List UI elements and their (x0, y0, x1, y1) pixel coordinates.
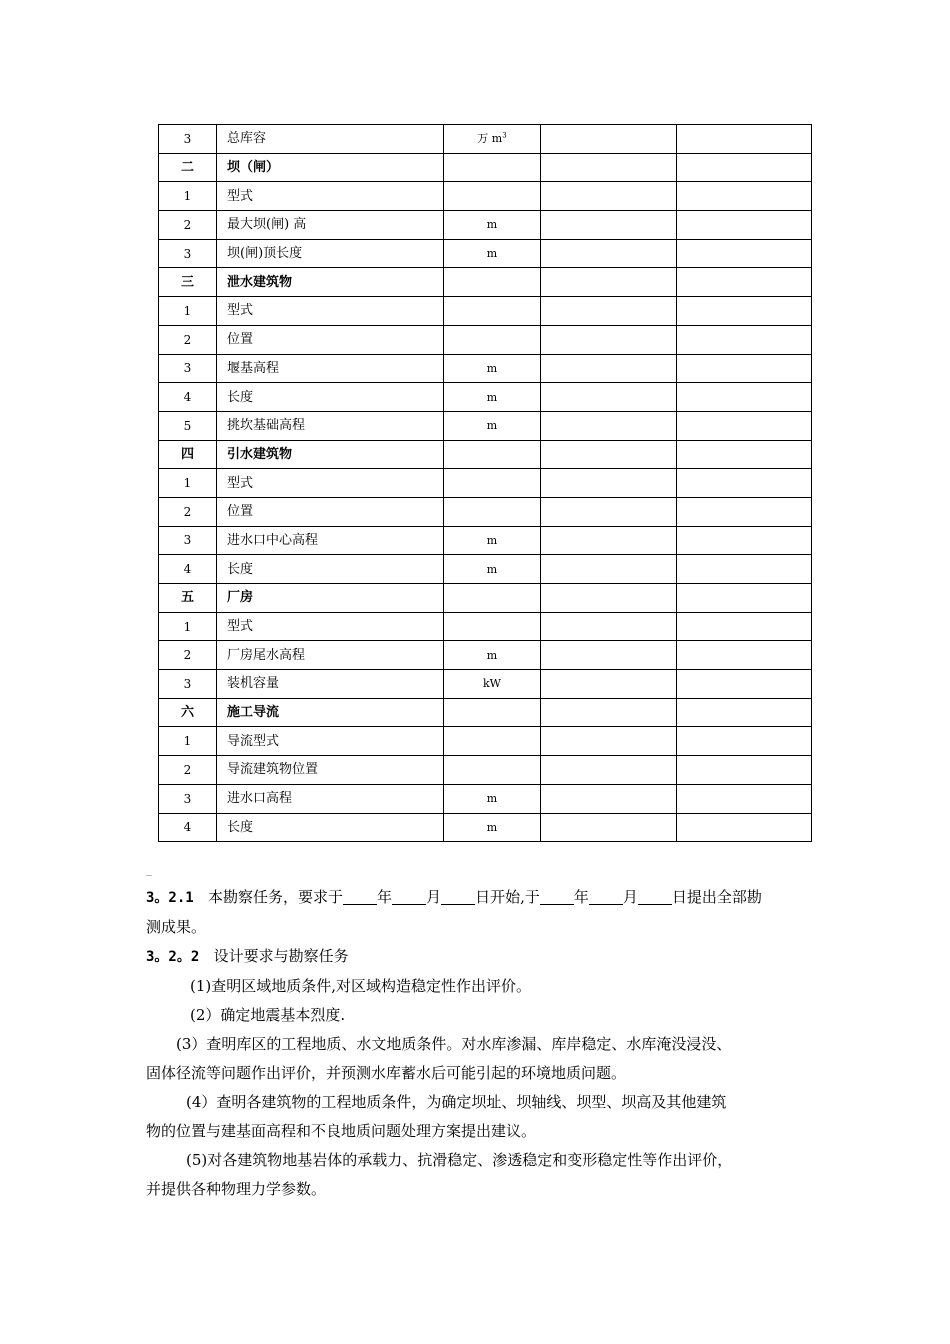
value-cell (541, 153, 677, 182)
value-cell (541, 440, 677, 469)
table-row (159, 239, 812, 268)
row-number-cell: 二 (159, 153, 217, 182)
item-name-cell: 位置 (217, 497, 444, 526)
item-name-cell: 导流型式 (217, 727, 444, 756)
text-year: 年 (377, 888, 393, 906)
table-row (159, 411, 812, 440)
remark-cell (677, 612, 812, 641)
remark-cell (677, 756, 812, 785)
item-name-cell: 最大坝(闸) 高 (217, 211, 444, 240)
text-year: 年 (573, 888, 589, 906)
engineering-parameters-table (158, 124, 812, 842)
remark-cell (677, 411, 812, 440)
table-row (159, 784, 812, 813)
row-number-cell: 四 (159, 440, 217, 469)
remark-cell (677, 641, 812, 670)
unit-cell (444, 440, 541, 469)
unit-cell (444, 153, 541, 182)
item-4-line1: (4）查明各建筑物的工程地质条件，为确定坝址、坝轴线、坝型、坝高及其他建筑 (186, 1093, 727, 1111)
remark-cell (677, 239, 812, 268)
unit-cell: m (444, 526, 541, 555)
row-number-cell: 5 (159, 411, 217, 440)
unit-text: 万 m (477, 132, 503, 146)
row-number-cell: 2 (159, 325, 217, 354)
remark-cell (677, 670, 812, 699)
margin-mark (146, 875, 152, 876)
unit-cell (444, 756, 541, 785)
remark-cell (677, 125, 812, 154)
unit-cell (444, 125, 541, 154)
item-name-cell: 施工导流 (217, 698, 444, 727)
unit-cell: m (444, 784, 541, 813)
item-name-cell: 进水口高程 (217, 784, 444, 813)
section-title: 设计要求与勘察任务 (213, 947, 349, 965)
row-number-cell: 3 (159, 784, 217, 813)
table-row (159, 325, 812, 354)
section-number: 3。2。2 (146, 949, 200, 965)
text-month: 月 (622, 888, 638, 906)
row-number-cell: 1 (159, 612, 217, 641)
table-row (159, 756, 812, 785)
item-name-cell: 坝(闸)顶长度 (217, 239, 444, 268)
value-cell (541, 354, 677, 383)
unit-cell: kW (444, 670, 541, 699)
item-name-cell: 导流建筑物位置 (217, 756, 444, 785)
unit-cell (444, 727, 541, 756)
table-row (159, 526, 812, 555)
remark-cell (677, 497, 812, 526)
table-row (159, 125, 812, 154)
item-name-cell: 坝（闸） (217, 153, 444, 182)
table-row (159, 354, 812, 383)
row-number-cell: 3 (159, 526, 217, 555)
remark-cell (677, 555, 812, 584)
remark-cell (677, 325, 812, 354)
section-number: 3。2.1 (146, 890, 194, 906)
value-cell (541, 784, 677, 813)
unit-cell (444, 268, 541, 297)
table-row (159, 612, 812, 641)
row-number-cell: 3 (159, 354, 217, 383)
unit-cell: m (444, 813, 541, 842)
item-name-cell: 引水建筑物 (217, 440, 444, 469)
value-cell (541, 182, 677, 211)
remark-cell (677, 182, 812, 211)
value-cell (541, 469, 677, 498)
unit-cell: m (444, 239, 541, 268)
value-cell (541, 325, 677, 354)
remark-cell (677, 268, 812, 297)
unit-cell (444, 612, 541, 641)
item-name-cell: 长度 (217, 383, 444, 412)
item-5-line2: 并提供各种物理力学参数。 (146, 1180, 327, 1198)
text-month: 月 (426, 888, 442, 906)
unit-superscript: 3 (502, 131, 507, 140)
table-section-row (159, 440, 812, 469)
row-number-cell: 1 (159, 469, 217, 498)
survey-text-block (146, 883, 810, 1204)
value-cell (541, 555, 677, 584)
item-3-line2: 固体径流等问题作出评价，并预测水库蓄水后可能引起的环境地质问题。 (146, 1064, 627, 1082)
table-row (159, 641, 812, 670)
item-name-cell: 型式 (217, 297, 444, 326)
item-2: (2）确定地震基本烈度. (190, 1006, 346, 1024)
remark-cell (677, 440, 812, 469)
section-3-2-2-heading (146, 942, 810, 972)
value-cell (541, 612, 677, 641)
item-name-cell: 型式 (217, 469, 444, 498)
row-number-cell: 3 (159, 125, 217, 154)
item-name-cell: 进水口中心高程 (217, 526, 444, 555)
item-name-cell: 位置 (217, 325, 444, 354)
item-name-cell: 挑坎基础高程 (217, 411, 444, 440)
item-name-cell: 厂房尾水高程 (217, 641, 444, 670)
blank-field-year-start[interactable] (343, 886, 377, 905)
unit-cell (444, 297, 541, 326)
table-row (159, 670, 812, 699)
value-cell (541, 383, 677, 412)
item-name-cell: 型式 (217, 182, 444, 211)
row-number-cell: 2 (159, 211, 217, 240)
table-row (159, 469, 812, 498)
table-row (159, 297, 812, 326)
table-row (159, 211, 812, 240)
value-cell (541, 497, 677, 526)
remark-cell (677, 297, 812, 326)
unit-cell: m (444, 383, 541, 412)
item-name-cell: 型式 (217, 612, 444, 641)
remark-cell (677, 469, 812, 498)
remark-cell (677, 584, 812, 613)
row-number-cell: 4 (159, 555, 217, 584)
row-number-cell: 1 (159, 182, 217, 211)
row-number-cell: 六 (159, 698, 217, 727)
table-section-row (159, 153, 812, 182)
unit-cell: m (444, 641, 541, 670)
value-cell (541, 584, 677, 613)
value-cell (541, 125, 677, 154)
value-cell (541, 756, 677, 785)
value-cell (541, 641, 677, 670)
unit-cell (444, 584, 541, 613)
remark-cell (677, 698, 812, 727)
remark-cell (677, 784, 812, 813)
table-section-row (159, 268, 812, 297)
text-day-start: 日开始,于 (475, 888, 540, 906)
item-3-line1: (3）查明库区的工程地质、水文地质条件。对水库渗漏、库岸稳定、水库淹没浸没、 (176, 1035, 732, 1053)
value-cell (541, 698, 677, 727)
item-name-cell: 长度 (217, 555, 444, 584)
row-number-cell: 3 (159, 239, 217, 268)
item-name-cell: 长度 (217, 813, 444, 842)
unit-cell: m (444, 211, 541, 240)
table-section-row (159, 698, 812, 727)
row-number-cell: 三 (159, 268, 217, 297)
value-cell (541, 670, 677, 699)
remark-cell (677, 211, 812, 240)
remark-cell (677, 153, 812, 182)
unit-cell: m (444, 354, 541, 383)
section-text: 本勘察任务，要求于 (208, 888, 344, 906)
value-cell (541, 297, 677, 326)
row-number-cell: 4 (159, 813, 217, 842)
row-number-cell: 3 (159, 670, 217, 699)
blank-field-month-start[interactable] (392, 886, 426, 905)
item-name-cell: 厂房 (217, 584, 444, 613)
unit-cell (444, 469, 541, 498)
item-name-cell: 装机容量 (217, 670, 444, 699)
item-1: (1)查明区域地质条件,对区域构造稳定性作出评价。 (190, 977, 532, 995)
value-cell (541, 268, 677, 297)
row-number-cell: 2 (159, 756, 217, 785)
item-name-cell: 总库容 (217, 125, 444, 154)
table-row (159, 555, 812, 584)
value-cell (541, 239, 677, 268)
blank-field-month-end[interactable] (589, 886, 623, 905)
text-day-end: 日提出全部勘 (671, 888, 762, 906)
value-cell (541, 813, 677, 842)
row-number-cell: 2 (159, 641, 217, 670)
table-body (159, 125, 812, 842)
remark-cell (677, 383, 812, 412)
unit-cell (444, 325, 541, 354)
remark-cell (677, 526, 812, 555)
row-number-cell: 1 (159, 297, 217, 326)
value-cell (541, 727, 677, 756)
section-3-2-1-line1 (146, 883, 810, 913)
table-section-row (159, 584, 812, 613)
remark-cell (677, 813, 812, 842)
row-number-cell: 五 (159, 584, 217, 613)
unit-cell (444, 497, 541, 526)
blank-field-day-start[interactable] (441, 886, 475, 905)
item-name-cell: 泄水建筑物 (217, 268, 444, 297)
row-number-cell: 1 (159, 727, 217, 756)
table-row (159, 727, 812, 756)
value-cell (541, 211, 677, 240)
table-row (159, 497, 812, 526)
row-number-cell: 4 (159, 383, 217, 412)
remark-cell (677, 354, 812, 383)
item-5-line1: (5)对各建筑物地基岩体的承载力、抗滑稳定、渗透稳定和变形稳定性等作出评价， (186, 1151, 733, 1169)
remark-cell (677, 727, 812, 756)
table-row (159, 383, 812, 412)
blank-field-day-end[interactable] (638, 886, 672, 905)
table-row (159, 813, 812, 842)
item-name-cell: 堰基高程 (217, 354, 444, 383)
item-4-line2: 物的位置与建基面高程和不良地质问题处理方案提出建议。 (146, 1122, 537, 1140)
unit-cell (444, 698, 541, 727)
blank-field-year-end[interactable] (540, 886, 574, 905)
row-number-cell: 2 (159, 497, 217, 526)
unit-cell: m (444, 555, 541, 584)
value-cell (541, 411, 677, 440)
value-cell (541, 526, 677, 555)
unit-cell: m (444, 411, 541, 440)
table-row (159, 182, 812, 211)
unit-cell (444, 182, 541, 211)
section-3-2-1-line2: 测成果。 (146, 918, 207, 936)
